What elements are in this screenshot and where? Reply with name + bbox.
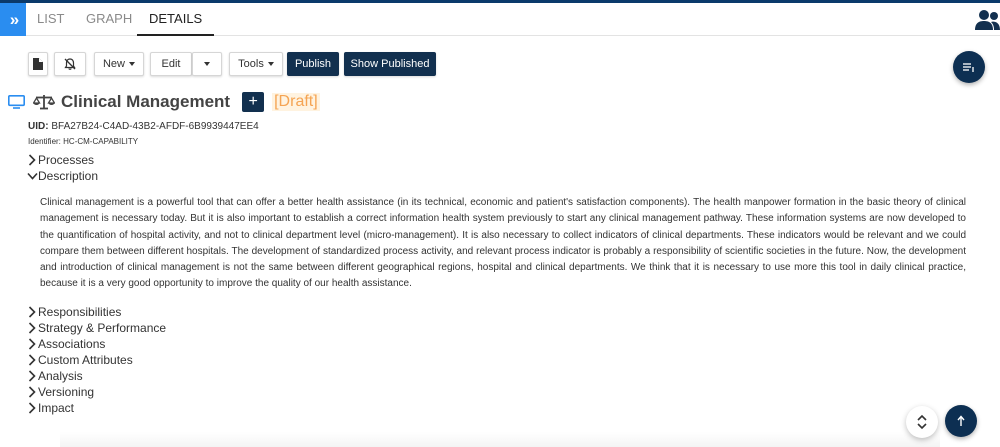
balance-scale-icon bbox=[33, 94, 55, 110]
publish-button[interactable]: Publish bbox=[287, 52, 339, 76]
new-dropdown-button[interactable] bbox=[94, 52, 144, 76]
scroll-to-top-button[interactable] bbox=[945, 405, 977, 437]
show-published-button[interactable]: Show Published bbox=[344, 52, 436, 76]
section-impact[interactable] bbox=[27, 401, 74, 415]
status-badge: [Draft] bbox=[274, 93, 318, 110]
chevron-right-icon bbox=[27, 153, 38, 167]
tab-details[interactable]: DETAILS bbox=[137, 3, 214, 36]
chevron-right-icon bbox=[27, 385, 38, 399]
section-processes[interactable] bbox=[27, 153, 94, 167]
page-title: Clinical Management bbox=[61, 92, 231, 111]
unfold-icon bbox=[916, 414, 928, 430]
chevron-right-icon bbox=[27, 305, 38, 319]
section-label: Responsibilities bbox=[38, 305, 122, 319]
list-menu-button[interactable] bbox=[953, 51, 985, 83]
section-label: Processes bbox=[38, 153, 95, 167]
section-versioning[interactable] bbox=[27, 385, 94, 399]
chevron-right-icon bbox=[27, 321, 38, 335]
section-label: Custom Attributes bbox=[38, 353, 133, 367]
chevron-right-icon bbox=[27, 401, 38, 415]
uid-label: UID: bbox=[28, 121, 49, 132]
edit-dropdown-toggle[interactable] bbox=[192, 52, 222, 76]
section-label: Impact bbox=[38, 401, 75, 415]
section-responsibilities[interactable] bbox=[27, 305, 121, 319]
section-associations[interactable] bbox=[27, 337, 105, 351]
bottom-shadow bbox=[60, 432, 940, 447]
tools-label: Tools bbox=[238, 58, 264, 70]
double-chevron-right-icon: » bbox=[9, 9, 17, 29]
identifier-value: HC-CM-CAPABILITY bbox=[63, 137, 139, 146]
section-label: Analysis bbox=[38, 369, 83, 383]
uid-line bbox=[28, 121, 259, 132]
edit-label: Edit bbox=[161, 58, 181, 70]
document-button[interactable] bbox=[28, 52, 48, 76]
bell-off-icon bbox=[63, 57, 77, 71]
section-description[interactable] bbox=[27, 169, 98, 183]
identifier-label: Identifier: bbox=[28, 137, 61, 146]
monitor-icon[interactable] bbox=[8, 95, 25, 109]
chevron-down-icon bbox=[27, 169, 38, 183]
edit-button[interactable] bbox=[150, 52, 192, 76]
description-text: Clinical management is a powerful tool that can offer a better health assistance (in its technical, economic and patient's satisfaction components). The health manpower formation in the basic theory of clinical management is necessary today. But it is also important to establish a correct information health system previously to start any clinical management pathway. These information systems are now developed to the quantification of hospital activity, and not to clinical department level (micro-management). It is also necessary to collect indicators of clinical departments. These indicators would be relevant and we could compare them between different hospitals. The development of standardized process activity, and relevant process indicator is probably a responsibility of scientific societies in the future. Now, the development and introduction of clinical management is not the same between different geographical regions, hospital and clinical departments. We think that it is necessary to use more this tool in daily clinical practice, because it is a very good opportunity to improve the quality of our health assistance. bbox=[40, 197, 966, 290]
caret-down-icon bbox=[204, 62, 210, 66]
tools-dropdown-button[interactable] bbox=[229, 52, 283, 76]
expand-collapse-button[interactable] bbox=[906, 406, 938, 438]
document-icon bbox=[33, 58, 43, 70]
title-row bbox=[8, 91, 320, 113]
section-strategy-performance[interactable] bbox=[27, 321, 166, 335]
notifications-off-button[interactable] bbox=[54, 52, 86, 76]
tab-graph[interactable]: GRAPH bbox=[86, 11, 133, 26]
section-analysis[interactable] bbox=[27, 369, 83, 383]
section-label: Strategy & Performance bbox=[38, 321, 167, 335]
uid-value: BFA27B24-C4AD-43B2-AFDF-6B9939447EE4 bbox=[51, 121, 259, 132]
section-label: Versioning bbox=[38, 385, 95, 399]
caret-down-icon bbox=[268, 62, 274, 66]
new-label: New bbox=[102, 58, 125, 70]
add-button[interactable]: + bbox=[242, 92, 264, 112]
menu-toggle-button[interactable] bbox=[0, 3, 26, 36]
chevron-right-icon bbox=[27, 369, 38, 383]
tab-list[interactable]: LIST bbox=[37, 11, 65, 26]
users-icon[interactable] bbox=[974, 9, 1000, 31]
top-bar bbox=[0, 0, 1000, 36]
arrow-up-icon bbox=[956, 415, 966, 427]
caret-down-icon bbox=[129, 62, 135, 66]
chevron-right-icon bbox=[27, 337, 38, 351]
section-label: Description bbox=[38, 169, 99, 183]
identifier-line bbox=[28, 137, 138, 146]
playlist-icon bbox=[963, 62, 975, 72]
section-custom-attributes[interactable] bbox=[27, 353, 133, 367]
chevron-right-icon bbox=[27, 353, 38, 367]
section-label: Associations bbox=[38, 337, 106, 351]
